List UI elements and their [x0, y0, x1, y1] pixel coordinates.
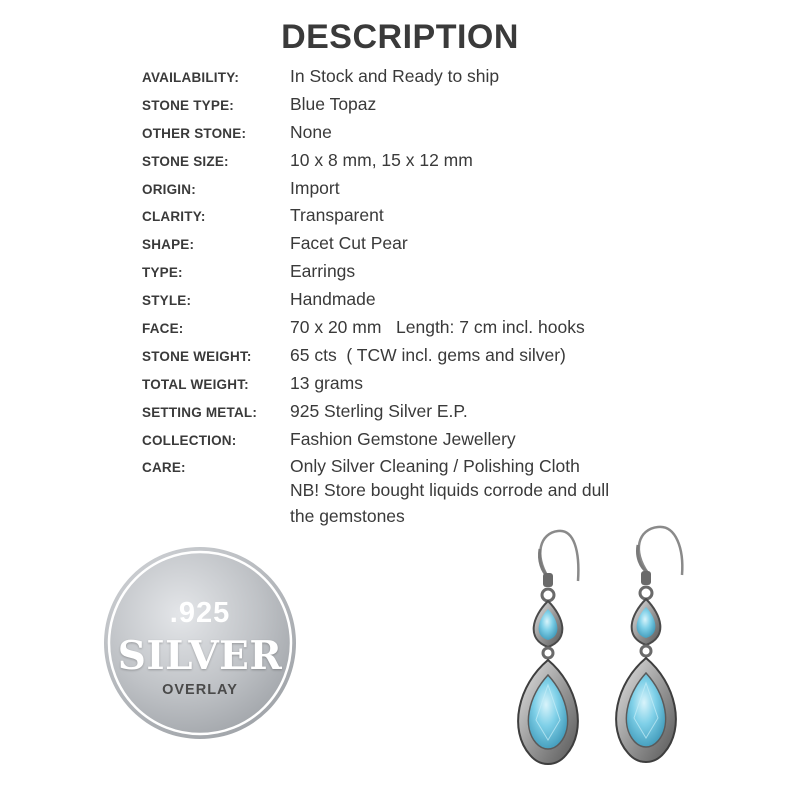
spec-label: STYLE: [142, 293, 192, 309]
spec-value: 65 cts ( TCW incl. gems and silver) [290, 344, 566, 365]
spec-value: Earrings [290, 261, 356, 282]
spec-label: ORIGIN: [142, 181, 196, 197]
spec-value: Handmade [290, 289, 376, 310]
spec-label: AVAILABILITY: [142, 70, 240, 85]
spec-note-line: the gemstones [290, 506, 405, 527]
spec-value: 70 x 20 mm Length: 7 cm incl. hooks [290, 317, 585, 338]
spec-row-other-stone [142, 118, 702, 146]
spec-row-stone-weight [142, 341, 702, 369]
spec-label: FACE: [142, 321, 184, 337]
spec-row-collection [142, 425, 702, 453]
spec-label: SHAPE: [142, 237, 195, 253]
spec-value: 13 grams [290, 372, 363, 393]
earrings-product-image [500, 515, 730, 800]
spec-label: TOTAL WEIGHT: [142, 376, 249, 392]
spec-value: 10 x 8 mm, 15 x 12 mm [290, 149, 473, 170]
badge-silver-text: SILVER [117, 633, 283, 679]
spec-value: Import [290, 177, 340, 198]
spec-row-setting-metal [142, 397, 702, 425]
spec-row-stone-type [142, 90, 702, 118]
spec-value: Blue Topaz [290, 93, 377, 114]
earrings-icon [500, 515, 730, 800]
spec-label: OTHER STONE: [142, 125, 247, 141]
spec-row-type [142, 257, 702, 285]
spec-label: STONE WEIGHT: [142, 348, 252, 364]
spec-row-clarity [142, 201, 702, 229]
spec-value: Only Silver Cleaning / Polishing Cloth [290, 456, 580, 477]
spec-row-total-weight [142, 369, 702, 397]
spec-label: STONE SIZE: [142, 153, 229, 169]
spec-value: Fashion Gemstone Jewellery [290, 428, 516, 449]
page-title: DESCRIPTION [281, 18, 519, 56]
spec-row-face [142, 313, 702, 341]
spec-note-line: NB! Store bought liquids corrode and dull [290, 480, 610, 501]
spec-list [142, 62, 702, 527]
spec-value: Facet Cut Pear [290, 233, 408, 254]
spec-label: COLLECTION: [142, 432, 237, 448]
spec-row-care [142, 452, 702, 527]
badge-925-text: .925 [169, 597, 231, 629]
spec-label: CARE: [142, 460, 186, 476]
spec-label: STONE TYPE: [142, 97, 234, 113]
spec-label: SETTING METAL: [142, 404, 258, 420]
badge-overlay-text: OVERLAY [162, 682, 238, 698]
spec-value: 925 Sterling Silver E.P. [290, 400, 468, 421]
spec-row-origin [142, 174, 702, 202]
spec-label: TYPE: [142, 265, 183, 281]
spec-label: CLARITY: [142, 209, 206, 225]
spec-row-shape [142, 229, 702, 257]
spec-value: Transparent [290, 205, 384, 226]
spec-value: None [290, 121, 332, 142]
spec-value: In Stock and Ready to ship [290, 66, 500, 86]
spec-row-style [142, 285, 702, 313]
spec-row-stone-size [142, 146, 702, 174]
spec-row-availability [142, 62, 702, 90]
silver-overlay-badge [102, 545, 298, 741]
